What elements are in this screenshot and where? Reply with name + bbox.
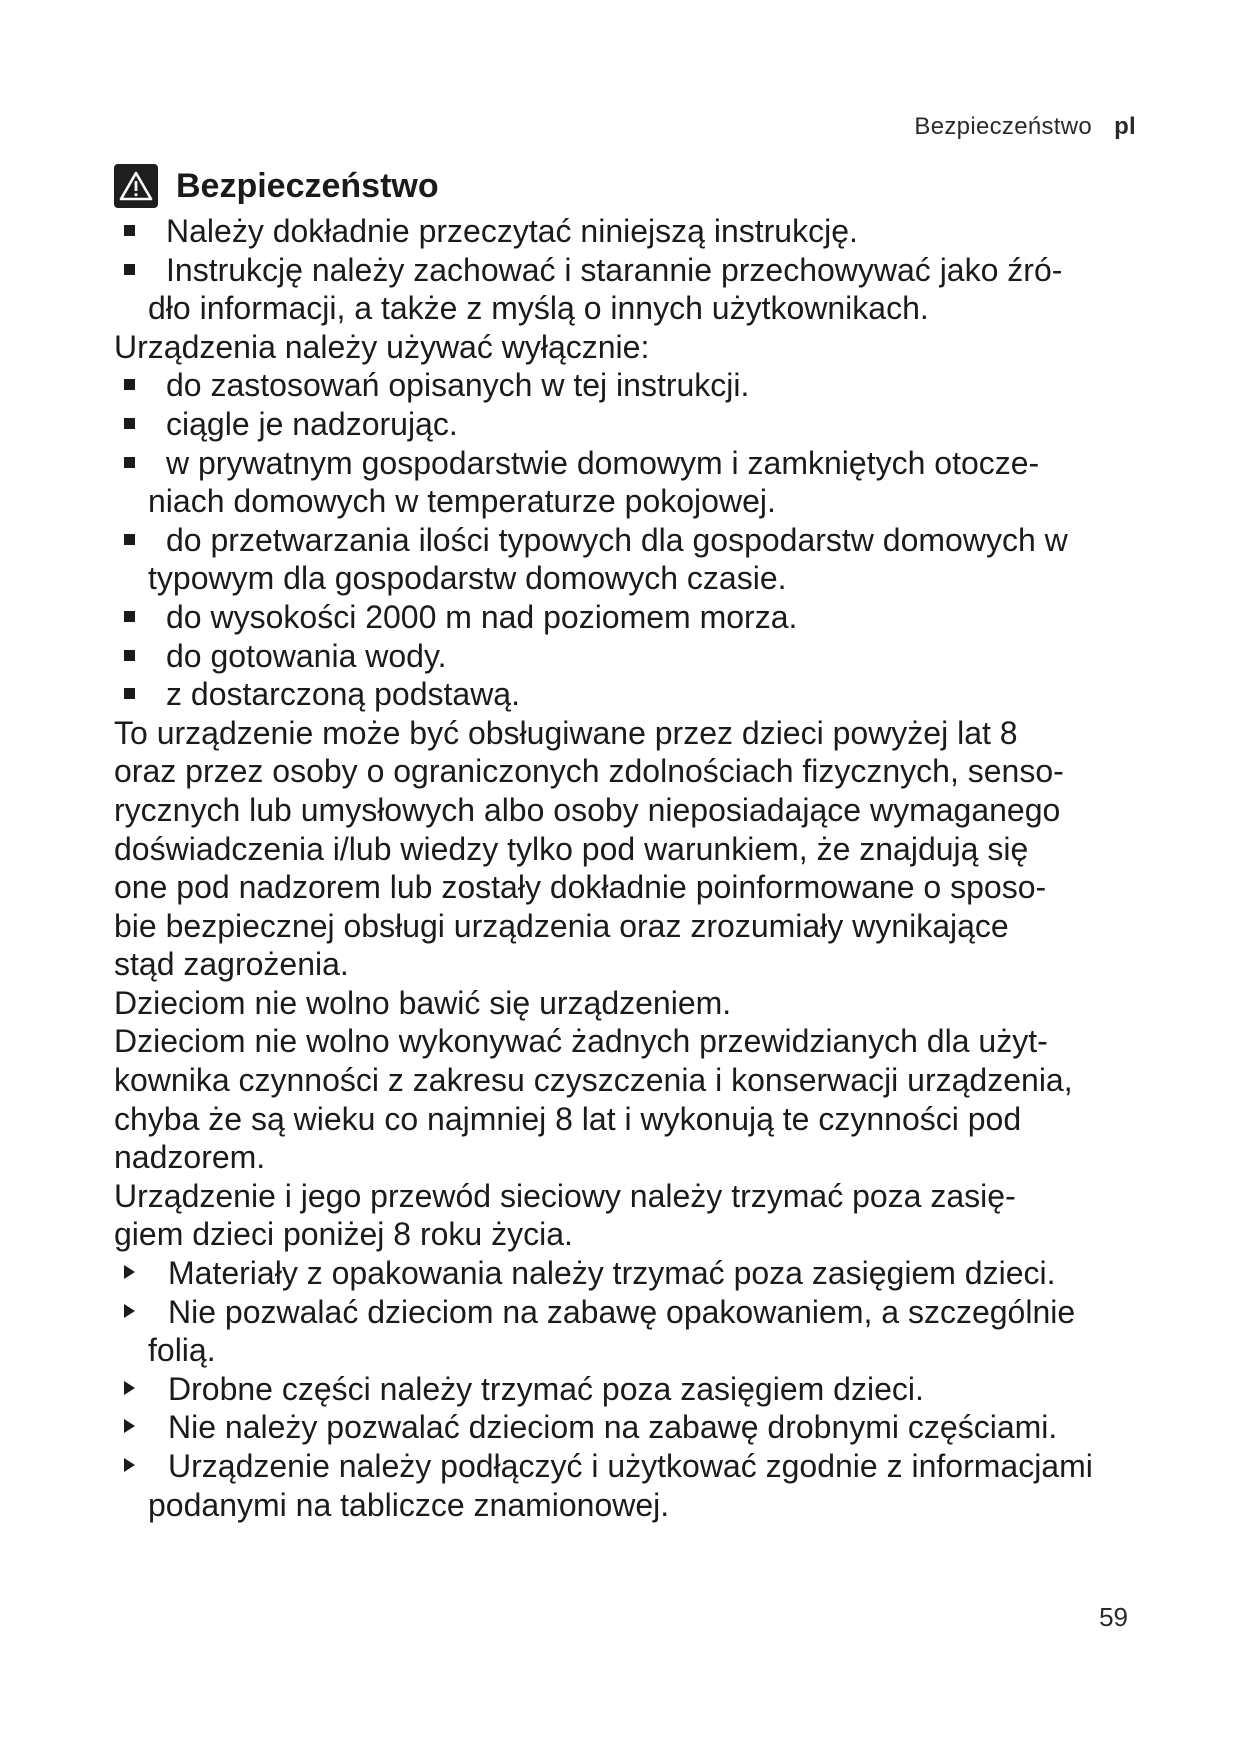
list-item: [114, 1447, 1184, 1524]
header-language: pl: [1114, 113, 1136, 140]
paragraphs: [114, 714, 1184, 1254]
list-item-line: do wysokości 2000 m nad poziomem morza.: [166, 598, 798, 635]
arrow-bullet-icon: [124, 1304, 135, 1318]
page-title: Bezpieczeństwo: [176, 166, 439, 205]
list-item-line: dło informacji, a także z myślą o innych użytkownikach.: [148, 290, 929, 327]
paragraph-line: chyba że są wieku co najmniej 8 lat i wykonują te czynności pod: [114, 1100, 1022, 1137]
action-list: [114, 1254, 1184, 1524]
paragraph: [114, 714, 1184, 984]
usage-heading: Urządzenia należy używać wyłącznie:: [114, 328, 650, 365]
arrow-bullet-icon: [124, 1419, 135, 1433]
list-item-line: Nie należy pozwalać dzieciom na zabawę drobnymi częściami.: [168, 1409, 1058, 1446]
intro-list: [114, 212, 1184, 328]
paragraph-line: rycznych lub umysłowych albo osoby nieposiadające wymaganego: [114, 791, 1061, 828]
page-number: 59: [1099, 1602, 1128, 1632]
square-bullet-icon: [124, 457, 135, 468]
paragraph: [114, 984, 1184, 1023]
list-item-line: do gotowania wody.: [166, 637, 447, 674]
paragraph-line: To urządzenie może być obsługiwane przez dzieci powyżej lat 8: [114, 714, 1018, 751]
section-heading: [114, 162, 1184, 210]
list-item-line: Urządzenie należy podłączyć i użytkować zgodnie z informacjami: [168, 1448, 1093, 1484]
warning-triangle-icon: [114, 164, 158, 208]
paragraph-line: stąd zagrożenia.: [114, 946, 349, 983]
square-bullet-icon: [124, 418, 135, 429]
square-bullet-icon: [124, 534, 135, 545]
running-header: [914, 113, 1136, 141]
list-item-line: Drobne części należy trzymać poza zasięgiem dzieci.: [168, 1370, 924, 1407]
list-item-line: ciągle je nadzorując.: [166, 405, 458, 442]
list-item: [114, 212, 1184, 251]
paragraph-line: Dzieciom nie wolno bawić się urządzeniem.: [114, 984, 732, 1021]
list-item-line: Materiały z opakowania należy trzymać poza zasięgiem dzieci.: [168, 1255, 1056, 1292]
usage-list: [114, 366, 1184, 713]
list-item: [114, 405, 1184, 444]
arrow-bullet-icon: [124, 1381, 135, 1395]
paragraph: [114, 1022, 1184, 1176]
list-item-line: Instrukcję należy zachować i starannie przechowywać jako źró-: [166, 251, 1063, 288]
list-item-line: typowym dla gospodarstw domowych czasie.: [148, 560, 787, 597]
list-item-line: do przetwarzania ilości typowych dla gospodarstw domowych w: [166, 521, 1068, 558]
list-item: [114, 1370, 1184, 1409]
square-bullet-icon: [124, 379, 135, 390]
list-item: [114, 444, 1184, 521]
paragraph-line: Dzieciom nie wolno wykonywać żadnych przewidzianych dla użyt-: [114, 1023, 1048, 1060]
square-bullet-icon: [124, 650, 135, 661]
arrow-bullet-icon: [124, 1265, 135, 1279]
list-item-line: niach domowych w temperaturze pokojowej.: [148, 483, 776, 520]
list-item-line: w prywatnym gospodarstwie domowym i zamkniętych otocze-: [166, 444, 1040, 481]
square-bullet-icon: [124, 611, 135, 622]
list-item-line: Należy dokładnie przeczytać niniejszą instrukcję.: [166, 213, 858, 249]
paragraph-line: bie bezpiecznej obsługi urządzenia oraz zrozumiały wynikające: [114, 907, 1009, 944]
list-item-line: z dostarczoną podstawą.: [166, 676, 520, 713]
paragraph: [114, 1177, 1184, 1254]
paragraph-line: oraz przez osoby o ograniczonych zdolnościach fizycznych, senso-: [114, 753, 1064, 790]
square-bullet-icon: [124, 264, 135, 275]
paragraph-line: nadzorem.: [114, 1139, 266, 1176]
paragraph-line: Urządzenie i jego przewód sieciowy należy trzymać poza zasię-: [114, 1177, 1016, 1214]
list-item: [114, 1293, 1184, 1370]
arrow-bullet-icon: [124, 1458, 135, 1472]
list-item-line: podanymi na tabliczce znamionowej.: [148, 1486, 670, 1523]
list-item: [114, 366, 1184, 405]
paragraph-line: doświadczenia i/lub wiedzy tylko pod warunkiem, że znajdują się: [114, 830, 1029, 867]
safety-section: [114, 162, 1184, 1524]
paragraph-line: one pod nadzorem lub zostały dokładnie poinformowane o sposo-: [114, 869, 1047, 906]
list-item: [114, 1254, 1184, 1293]
header-section: Bezpieczeństwo: [914, 113, 1093, 140]
list-item: [114, 1408, 1184, 1447]
list-item: [114, 521, 1184, 598]
list-item: [114, 251, 1184, 328]
square-bullet-icon: [124, 225, 135, 236]
square-bullet-icon: [124, 688, 135, 699]
list-item-line: folią.: [148, 1332, 216, 1369]
list-item-line: do zastosowań opisanych w tej instrukcji.: [166, 367, 750, 404]
list-item: [114, 675, 1184, 714]
list-item: [114, 598, 1184, 637]
list-item: [114, 637, 1184, 676]
paragraph-line: kownika czynności z zakresu czyszczenia i konserwacji urządzenia,: [114, 1062, 1073, 1099]
list-item-line: Nie pozwalać dzieciom na zabawę opakowaniem, a szczególnie: [168, 1293, 1076, 1330]
paragraph-line: giem dzieci poniżej 8 roku życia.: [114, 1216, 573, 1253]
